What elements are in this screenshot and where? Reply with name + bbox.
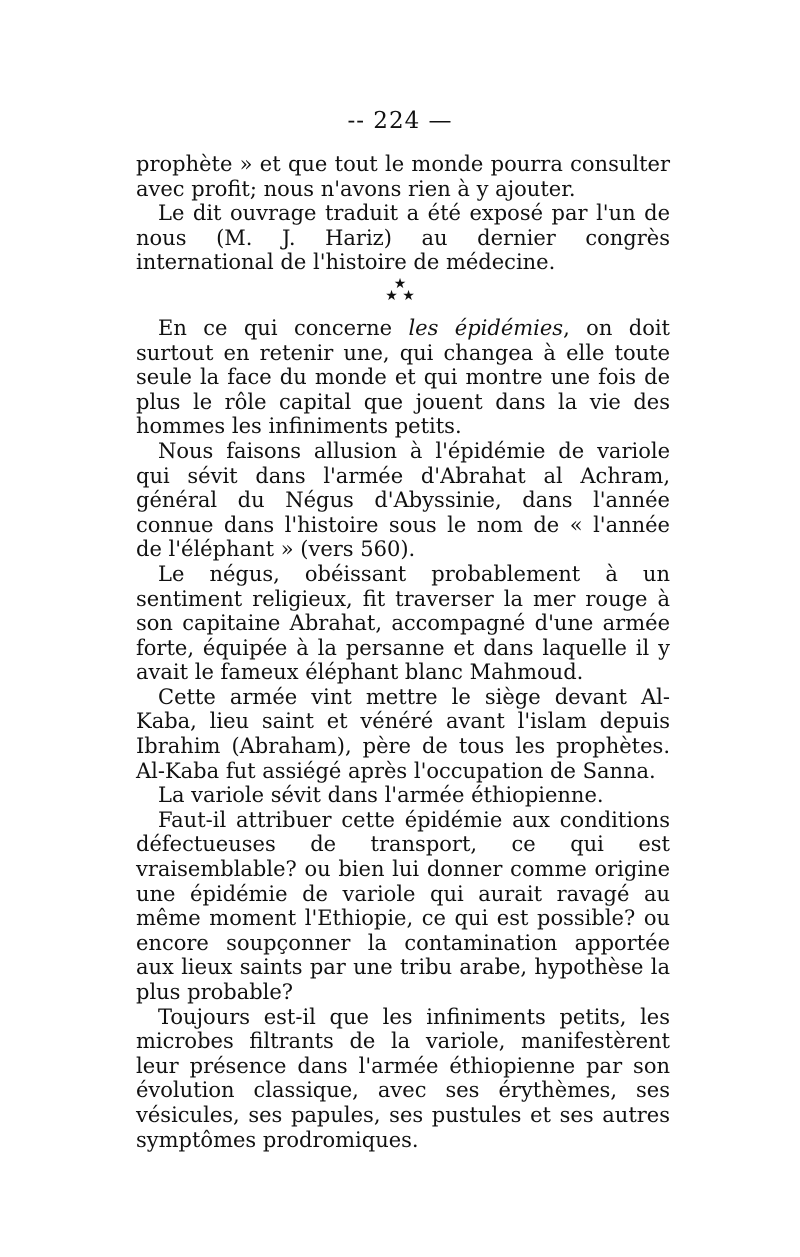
paragraph-epidemics [136, 316, 670, 439]
paragraph-continuation: prophète » et que tout le monde pourra consulter avec profit; nous n'avons rien à y ajouter. [136, 152, 670, 201]
separator-space [136, 275, 670, 316]
paragraph-translation-note: Le dit ouvrage traduit a été exposé par l'un de nous (M. J. Hariz) au dernier congrès international de l'histoire de médecine. [136, 201, 670, 275]
page-number: -- 224 — [347, 108, 453, 134]
paragraph-negus: Le négus, obéissant probablement à un sentiment religieux, fit traverser la mer rouge à son capitaine Abrahat, accompagné d'une armée forte, équipée à la persanne et dans laquelle il y avait le fameux éléphant blanc Mahmoud. [136, 561, 670, 685]
separator-star-top: ★ [393, 276, 407, 292]
paragraph-variole-army: La variole sévit dans l'armée éthiopienne. [158, 783, 604, 808]
epidemics-rest-text: , on doit surtout en retenir une, qui changea à elle toute seule la face du monde et qui montre une fois de plus le rôle capital que jouent dans la vie des hommes les infiniments petits. [136, 315, 670, 439]
page-body [136, 152, 670, 1152]
separator-stars-bottom: ★ ★ [385, 288, 415, 304]
paragraph-variole-abrahat: Nous faisons allusion à l'épidémie de variole qui sévit dans l'armée d'Abrahat al Achram, général du Négus d'Abyssinie, dans l'année connue dans l'histoire sous le nom de « l'année de l'éléphant » (vers 560). [136, 438, 670, 562]
epidemics-italic-term: les épidémies [408, 315, 564, 340]
epidemics-lead-text: En ce qui concerne [158, 315, 409, 340]
paragraph-causes: Faut-il attribuer cette épidémie aux conditions défectueuses de transport, ce qui est vraisemblable? ou bien lui donner comme origine une épidémie de variole qui aurait ravagé au même moment l'Ethiopie, ce qui est possible? ou encore soupçonner la contamination apportée aux lieux saints par une tribu arabe, hypothèse la plus probable? [136, 807, 670, 1004]
paragraph-al-kaba: Cette armée vint mettre le siège devant Al-Kaba, lieu saint et vénéré avant l'islam depuis Ibrahim (Abraham), père de tous les prophètes. Al-Kaba fut assiégé après l'occupation de Sanna. [136, 684, 670, 783]
paragraph-microbes: Toujours est-il que les infiniments petits, les microbes filtrants de la variole, manifestèrent leur présence dans l'armée éthiopienne par son évolution classique, avec ses érythèmes, ses vésicules, ses papules, ses pustules et ses autres symptômes prodromiques. [136, 1004, 670, 1152]
